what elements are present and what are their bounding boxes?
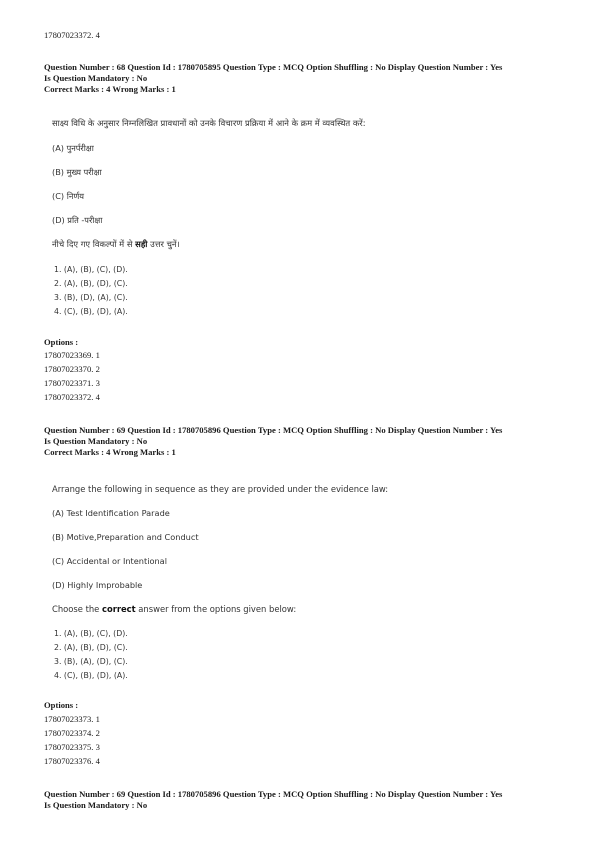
answer-choice: 2. (A), (B), (D), (C).: [54, 279, 128, 288]
instruction-emphasis: correct: [102, 604, 136, 614]
question-mandatory: Is Question Mandatory : No: [44, 800, 148, 810]
answer-choice: 4. (C), (B), (D), (A).: [54, 307, 128, 316]
previous-option-id: 17807023372. 4: [44, 30, 100, 40]
instruction-suffix: उत्तर चुनें।: [147, 239, 180, 249]
answer-choice: 2. (A), (B), (D), (C).: [54, 643, 128, 652]
question-meta: Question Number : 69 Question Id : 1780705896 Question Type : MCQ Option Shuffling : No Display Question Number : Yes: [44, 425, 503, 435]
option-id: 17807023369. 1: [44, 350, 100, 360]
question-item: (C) निर्णय: [52, 191, 85, 201]
question-instruction: [52, 604, 296, 614]
answer-choice: 4. (C), (B), (D), (A).: [54, 671, 128, 680]
answer-choice: 1. (A), (B), (C), (D).: [54, 265, 128, 274]
option-id: 17807023370. 2: [44, 364, 100, 374]
options-heading: Options :: [44, 337, 79, 347]
question-item: (D) Highly Improbable: [52, 580, 143, 590]
option-id: 17807023374. 2: [44, 728, 100, 738]
question-item: (A) Test Identification Parade: [52, 508, 170, 518]
answer-choice: 3. (B), (A), (D), (C).: [54, 657, 128, 666]
question-marks: Correct Marks : 4 Wrong Marks : 1: [44, 84, 176, 94]
instruction-prefix: Choose the: [52, 604, 102, 614]
question-mandatory: Is Question Mandatory : No: [44, 436, 148, 446]
question-item: (B) मुख्य परीक्षा: [52, 167, 102, 177]
answer-choice: 3. (B), (D), (A), (C).: [54, 293, 128, 302]
question-meta: Question Number : 69 Question Id : 1780705896 Question Type : MCQ Option Shuffling : No Display Question Number : Yes: [44, 789, 503, 799]
option-id: 17807023372. 4: [44, 392, 100, 402]
question-item: (B) Motive,Preparation and Conduct: [52, 532, 199, 542]
question-item: (A) पुनर्परीक्षा: [52, 143, 94, 153]
option-id: 17807023371. 3: [44, 378, 100, 388]
instruction-prefix: नीचे दिए गए विकल्पों में से: [52, 239, 136, 249]
option-id: 17807023373. 1: [44, 714, 100, 724]
question-meta: Question Number : 68 Question Id : 1780705895 Question Type : MCQ Option Shuffling : No Display Question Number : Yes: [44, 62, 503, 72]
question-mandatory: Is Question Mandatory : No: [44, 73, 148, 83]
options-heading: Options :: [44, 700, 79, 710]
question-text: साक्ष्य विधि के अनुसार निम्नलिखित प्रावधानों को उनके विचारण प्रक्रिया में आने के क्रम में व्यवस्थित करें:: [52, 118, 366, 128]
question-marks: Correct Marks : 4 Wrong Marks : 1: [44, 447, 176, 457]
instruction-emphasis: सही: [135, 239, 148, 249]
question-instruction: [52, 239, 180, 250]
answer-choice: 1. (A), (B), (C), (D).: [54, 629, 128, 638]
question-item: (D) प्रति -परीक्षा: [52, 215, 103, 225]
instruction-suffix: answer from the options given below:: [135, 604, 297, 614]
question-item: (C) Accidental or Intentional: [52, 556, 167, 566]
option-id: 17807023375. 3: [44, 742, 100, 752]
question-text: Arrange the following in sequence as they are provided under the evidence law:: [52, 484, 389, 494]
option-id: 17807023376. 4: [44, 756, 100, 766]
